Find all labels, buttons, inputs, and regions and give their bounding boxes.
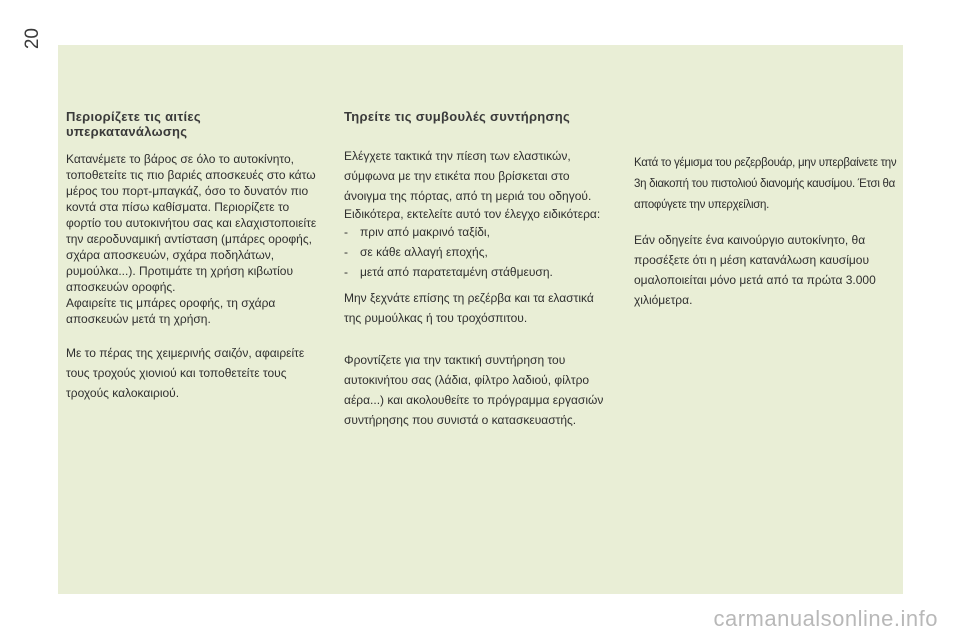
column-refuel <box>634 153 904 310</box>
check-list <box>344 222 614 282</box>
column-fuel-causes <box>66 109 326 403</box>
list-item: - πριν από μακρινό ταξίδι, <box>344 222 614 242</box>
paragraph-new-car: Εάν οδηγείτε ένα καινούργιο αυτοκίνητο, θα προσέξετε ότι η μέση κατανάλωση καυσίμου ομαλοποιείται μόνο μετά από τα πρώτα 3.000 χιλιόμετρα. <box>634 233 876 307</box>
paragraph-weight: Κατανέμετε το βάρος σε όλο το αυτοκίνητο, τοποθετείτε τις πιο βαριές αποσκευές στο κάτω μέρος του πορτ-μπαγκάζ, όσο το δυνατόν πιο κοντά στα πίσω καθίσματα. Περιορίζετε το φορτίο του αυτοκινήτου σας και ελαχιστοποιείτε την αεροδυναμική αντίσταση (μπάρες οροφής, σχάρα αποσκευών, σχάρα ποδηλάτων, ρυμούλκα...). Προτιμάτε τη χρήση κιβωτίου αποσκευών οροφής. <box>66 152 317 294</box>
column-maintenance <box>344 109 614 430</box>
heading-limit-overconsumption: Περιορίζετε τις αιτίες υπερκατανάλωσης <box>66 109 201 139</box>
paragraph-refuelling: Κατά το γέμισμα του ρεζερβουάρ, μην υπερβαίνετε την 3η διακοπή του πιστολιού διανομής καυσίμου. Έτσι θα αποφύγετε την υπερχείλιση. <box>634 157 897 211</box>
paragraph-spare-wheel: Μην ξεχνάτε επίσης τη ρεζέρβα και τα ελαστικά της ρυμούλκας ή του τροχόσπιτου. <box>344 291 594 325</box>
paragraph-roof-bars: Αφαιρείτε τις μπάρες οροφής, τη σχάρα αποσκευών μετά τη χρήση. <box>66 296 276 326</box>
list-item: - σε κάθε αλλαγή εποχής, <box>344 242 614 262</box>
paragraph-tyre-pressure: Ελέγχετε τακτικά την πίεση των ελαστικών, σύμφωνα με την ετικέτα που βρίσκεται στο άνοιγμα της πόρτας, από τη μεριά του οδηγού. <box>344 149 592 203</box>
page-number: 20 <box>22 28 43 50</box>
watermark: carmanualsonline.info <box>713 606 938 631</box>
content-panel <box>58 45 903 594</box>
heading-maintenance-advice: Τηρείτε τις συμβουλές συντήρησης <box>344 109 571 124</box>
paragraph-regular-service: Φροντίζετε για την τακτική συντήρηση του αυτοκινήτου σας (λάδια, φίλτρο λαδιού, φίλτρο αέρα...) και ακολουθείτε το πρόγραμμα εργασιών συντήρησης που συνιστά ο κατασκευαστής. <box>344 353 604 427</box>
list-item: - μετά από παρατεταμένη στάθμευση. <box>344 262 614 282</box>
paragraph-winter-tyres: Με το πέρας της χειμερινής σαιζόν, αφαιρείτε τους τροχούς χιονιού και τοποθετείτε τους τροχούς καλοκαιριού. <box>66 346 305 400</box>
paragraph-especially: Ειδικότερα, εκτελείτε αυτό τον έλεγχο ειδικότερα: <box>344 207 601 221</box>
